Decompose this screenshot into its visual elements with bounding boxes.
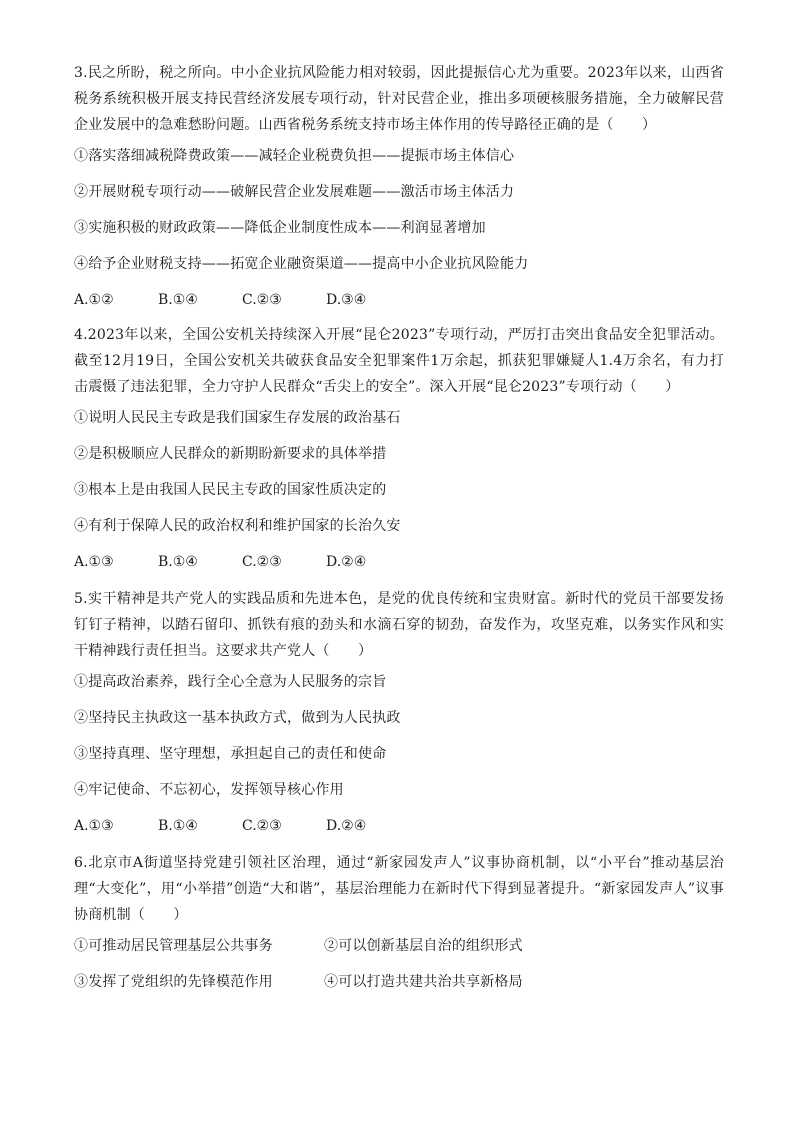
question-4: [74, 322, 724, 572]
option-4: ④给予企业财税支持——拓宽企业融资渠道——提高中小企业抗风险能力: [74, 256, 529, 272]
option-3: ③坚持真理、坚守理想，承担起自己的责任和使命: [74, 746, 387, 762]
option-2: ②可以创新基层自治的组织形式: [324, 938, 523, 954]
option-3: ③根本上是由我国人民民主专政的国家性质决定的: [74, 482, 387, 498]
answer-d: D.③④: [326, 292, 367, 308]
answer-c: C.②③: [242, 292, 282, 308]
answer-b: B.①④: [158, 292, 198, 308]
option-row: [74, 972, 724, 992]
question-3: [74, 60, 724, 310]
question-stem: 5.实干精神是共产党人的实践品质和先进本色，是党的优良传统和宝贵财富。新时代的党员干部要发扬钉钉子精神，以踏石留印、抓铁有痕的劲头和水滴石穿的韧劲，奋发作为，攻坚克难，以务实作风和实干精神践行责任担当。这要求共产党人（ ）: [74, 591, 724, 659]
option-2: ②开展财税专项行动——破解民营企业发展难题——激活市场主体活力: [74, 184, 515, 200]
answer-d: D.②④: [326, 554, 367, 570]
answer-a: A.①②: [74, 292, 114, 308]
option-1: ①提高政治素养，践行全心全意为人民服务的宗旨: [74, 674, 387, 690]
question-stem: 4.2023年以来，全国公安机关持续深入开展“昆仑2023”专项行动，严厉打击突出食品安全犯罪活动。截至12月19日，全国公安机关共破获食品安全犯罪案件1万余起，抓获犯罪嫌疑人1.4万余名，有力打击震慑了违法犯罪，全力守护人民群众“舌尖上的安全”。深入开展“昆仑2023”专项行动（ ）: [74, 327, 724, 395]
answer-choices: [74, 816, 724, 836]
option-2: ②是积极顺应人民群众的新期盼新要求的具体举措: [74, 446, 387, 462]
question-stem: 6.北京市A街道坚持党建引领社区治理，通过“新家园发声人”议事协商机制，以“小平台”推动基层治理“大变化”，用“小举措”创造“大和谐”，基层治理能力在新时代下得到显著提升。“新家园发声人”议事协商机制（ ）: [74, 855, 724, 923]
answer-choices: [74, 552, 724, 572]
option-1: ①可推动居民管理基层公共事务: [74, 938, 273, 954]
option-4: ④可以打造共建共治共享新格局: [324, 974, 523, 990]
answer-a: A.①③: [74, 554, 114, 570]
question-6: [74, 850, 724, 992]
question-stem: 3.民之所盼，税之所向。中小企业抗风险能力相对较弱，因此提振信心尤为重要。2023年以来，山西省税务系统积极开展支持民营经济发展专项行动，针对民营企业，推出多项硬核服务措施，全力破解民营企业发展中的急难愁盼问题。山西省税务系统支持市场主体作用的传导路径正确的是（ ）: [74, 65, 724, 133]
answer-b: B.①④: [158, 554, 198, 570]
answer-c: C.②③: [242, 554, 282, 570]
option-1: ①落实落细减税降费政策——减轻企业税费负担——提振市场主体信心: [74, 148, 515, 164]
answer-choices: [74, 290, 724, 310]
option-1: ①说明人民民主专政是我们国家生存发展的政治基石: [74, 410, 401, 426]
question-5: [74, 586, 724, 836]
answer-a: A.①③: [74, 818, 114, 834]
option-2: ②坚持民主执政这一基本执政方式，做到为人民执政: [74, 710, 401, 726]
option-4: ④有利于保障人民的政治权利和维护国家的长治久安: [74, 518, 401, 534]
answer-b: B.①④: [158, 818, 198, 834]
answer-d: D.②④: [326, 818, 367, 834]
option-3: ③实施积极的财政政策——降低企业制度性成本——利润显著增加: [74, 220, 486, 236]
option-4: ④牢记使命、不忘初心，发挥领导核心作用: [74, 782, 344, 798]
option-3: ③发挥了党组织的先锋模范作用: [74, 974, 273, 990]
answer-c: C.②③: [242, 818, 282, 834]
option-row: [74, 936, 724, 956]
